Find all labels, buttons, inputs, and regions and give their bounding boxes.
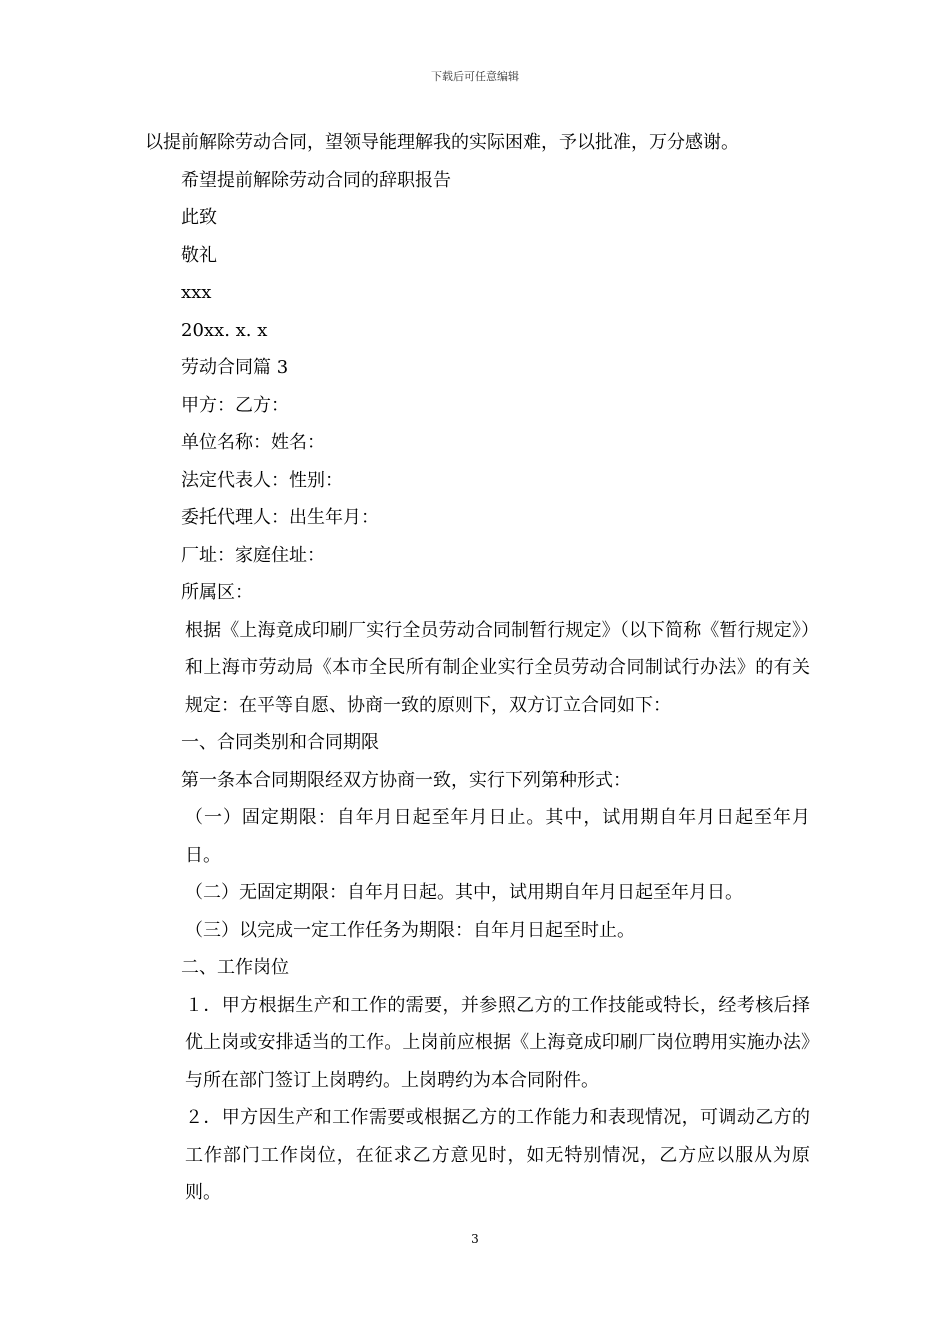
document-body xyxy=(145,124,810,1212)
paragraph-regards: 敬礼 xyxy=(181,244,217,266)
paragraph-open-term: （二）无固定期限：自年月日起。其中，试用期自年月日起至年月日。 xyxy=(185,882,743,903)
paragraph-continuation: 以提前解除劳动合同，望领导能理解我的实际困难，予以批准，万分感谢。 xyxy=(145,132,739,153)
paragraph-position-1: １．甲方根据生产和工作的需要，并参照乙方的工作技能或特长，经考核后择优上岗或安排适当的工作。上岗前应根据《上海竟成印刷厂岗位聘用实施办法》与所在部门签订上岗聘约。上岗聘约为本合同附件。 xyxy=(185,994,810,1091)
paragraph-legal-rep: 法定代表人：性别： xyxy=(181,469,343,491)
paragraph-agent: 委托代理人：出生年月： xyxy=(181,507,379,528)
paragraph-basis: 根据《上海竟成印刷厂实行全员劳动合同制暂行规定》（以下简称《暂行规定》）和上海市劳动局《本市全民所有制企业实行全员劳动合同制试行办法》的有关规定：在平等自愿、协商一致的原则下，双方订立合同如下： xyxy=(185,619,810,716)
paragraph-signature: xxx xyxy=(181,282,212,303)
paragraph-parties: 甲方：乙方： xyxy=(181,394,289,416)
page-header-note: 下载后可任意编辑 xyxy=(431,70,519,83)
page-number: 3 xyxy=(471,1232,479,1246)
paragraph-date: 20xx. x. x xyxy=(181,319,268,341)
paragraph-fixed-term: （一）固定期限：自年月日起至年月日止。其中，试用期自年月日起至年月日。 xyxy=(185,807,810,866)
paragraph-heading-1: 一、合同类别和合同期限 xyxy=(181,732,379,753)
paragraph-district: 所属区： xyxy=(181,582,253,603)
paragraph-heading-2: 二、工作岗位 xyxy=(181,957,289,978)
paragraph-unit-name: 单位名称：姓名： xyxy=(181,432,325,453)
paragraph-report-title: 希望提前解除劳动合同的辞职报告 xyxy=(181,169,451,191)
paragraph-salutation: 此致 xyxy=(181,207,217,228)
paragraph-task-term: （三）以完成一定工作任务为期限：自年月日起至时止。 xyxy=(185,919,635,941)
paragraph-address: 厂址：家庭住址： xyxy=(181,544,325,566)
paragraph-article-1: 第一条本合同期限经双方协商一致，实行下列第种形式： xyxy=(181,769,631,791)
paragraph-section-title: 劳动合同篇 3 xyxy=(181,357,289,378)
paragraph-position-2: ２．甲方因生产和工作需要或根据乙方的工作能力和表现情况，可调动乙方的工作部门工作岗位，在征求乙方意见时，如无特别情况，乙方应以服从为原则。 xyxy=(185,1107,810,1203)
